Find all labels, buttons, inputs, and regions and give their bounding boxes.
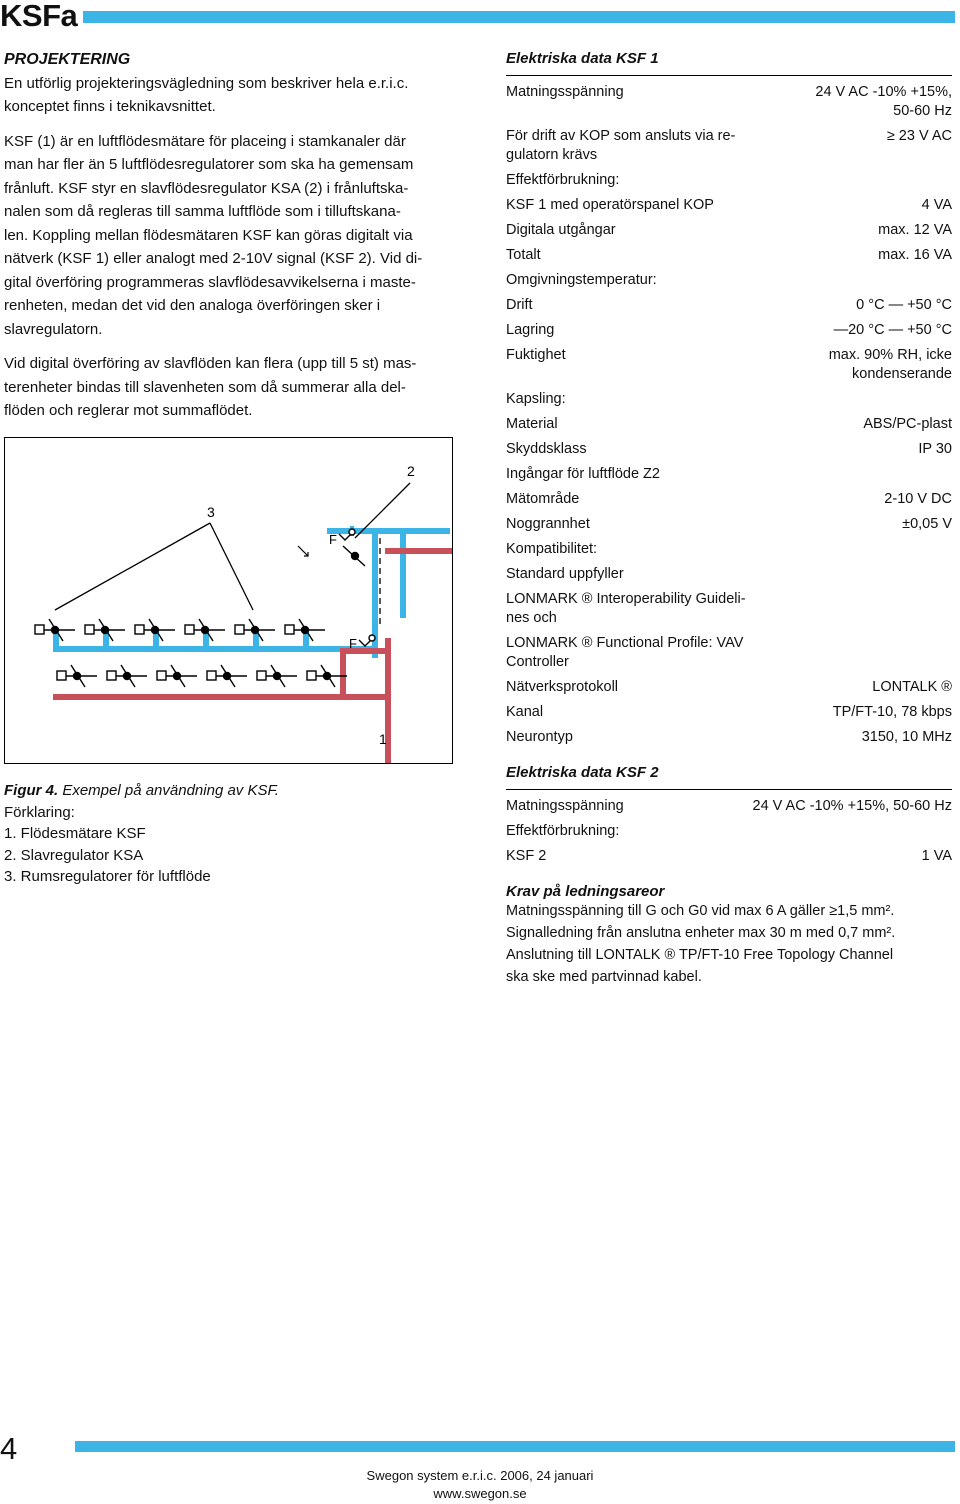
footer-bar (75, 1441, 955, 1452)
spec-row (506, 80, 952, 124)
spec-label: Totalt (506, 246, 541, 263)
spec-label: Nätverksprotokoll (506, 678, 619, 695)
spec-value: max. 16 VA (878, 246, 952, 263)
ksf1-title: Elektriska data KSF 1 (506, 50, 659, 67)
blue-duct-down (400, 528, 406, 618)
slave-regulator (343, 546, 365, 566)
spec-row (506, 725, 952, 750)
red-pipe-long (53, 694, 386, 700)
footer-link[interactable]: www.swegon.se (433, 1486, 527, 1501)
caption-line: 1. Flödesmätare KSF (4, 825, 146, 842)
exhaust-regulator (157, 665, 197, 687)
spec-label: Drift (506, 296, 533, 313)
spec-value: 2-10 V DC (884, 490, 952, 507)
spec-value: max. 12 VA (878, 221, 952, 238)
ksf2-title: Elektriska data KSF 2 (506, 764, 659, 781)
spec-value: max. 90% RH, icke kondenserande (828, 346, 952, 382)
spec-value: ≥ 23 V AC (886, 127, 952, 144)
spec-value: IP 30 (918, 440, 952, 457)
spec-label: Fuktighet (506, 346, 566, 363)
red-duct-mid (340, 648, 390, 654)
control-line (210, 523, 253, 610)
page-number: 4 (0, 1431, 18, 1466)
spec-value: 3150, 10 MHz (861, 728, 952, 745)
spec-label: Kapsling: (506, 390, 566, 407)
text-line: renheten, medan det vid den analoga överföringen sker i (4, 297, 381, 314)
text-line: gital överföring programmeras slavflödesavvikelserna i maste- (4, 273, 416, 291)
figure-caption (4, 780, 279, 888)
paragraph (4, 130, 452, 342)
spec-label: Digitala utgångar (506, 221, 616, 238)
footer (0, 1467, 960, 1503)
text-line: Vid digital överföring av slavflöden kan flera (upp till 5 st) mas- (4, 355, 417, 372)
spec-value: TP/FT-10, 78 kbps (832, 703, 952, 720)
spec-row (506, 631, 952, 675)
text-line: slavregulatorn. (4, 320, 103, 338)
spec-value: ABS/PC-plast (863, 415, 952, 432)
regulators (35, 529, 375, 687)
spec-row (506, 293, 952, 318)
red-duct (53, 548, 452, 763)
control-line (55, 523, 210, 610)
spec-label: Lagring (506, 321, 555, 338)
paragraph (4, 352, 452, 423)
label-f-top: F (329, 532, 337, 547)
spec-row (506, 412, 952, 437)
spec-row (506, 387, 952, 412)
paragraph (4, 72, 452, 119)
exhaust-regulator (207, 665, 247, 687)
spec-label: För drift av KOP som ansluts via re- gulatorn krävs (506, 127, 736, 163)
spec-value: LONTALK ® (872, 678, 952, 695)
text-line: flöden och reglerar mot summaflödet. (4, 402, 253, 419)
spec-row (506, 794, 952, 819)
spec-row (506, 243, 952, 268)
text-line: nalen som då regleras till samma luftflöde som i tilluftskana- (4, 203, 401, 220)
spec-value: ±0,05 V (902, 515, 952, 532)
spec-value: 0 °C — +50 °C (856, 296, 952, 313)
blue-duct-branch (327, 528, 450, 534)
caption-line: Förklaring: (4, 803, 75, 821)
spec-label: Effektförbrukning: (506, 171, 620, 188)
label-f-bottom: F (349, 636, 357, 651)
spec-label: Skyddsklass (506, 440, 587, 457)
spec-value: 4 VA (921, 196, 952, 213)
ksf2-table (506, 794, 952, 869)
requirement-line: Signalledning från anslutna enheter max 30 m med 0,7 mm². (506, 925, 896, 941)
spec-value: 24 V AC -10% +15%, 50-60 Hz (815, 83, 952, 119)
text-line: KSF (1) är en luftflödesmätare för placeing i stamkanaler där (4, 132, 406, 150)
requirement-line: Anslutning till LONTALK ® TP/FT-10 Free Topology Channel (506, 947, 894, 963)
exhaust-regulator (57, 665, 97, 687)
label-one: 1 (379, 731, 387, 747)
spec-row (506, 587, 952, 631)
requirements-text (506, 900, 952, 988)
spec-label: Mätområde (506, 490, 580, 507)
spec-value: 24 V AC -10% +15%, 50-60 Hz (752, 797, 952, 814)
spec-label: LONMARK ® Interoperability Guideli- nes och (506, 590, 746, 626)
spec-label: Standard uppfyller (506, 565, 624, 582)
text-line: konceptet finns i teknikavsnittet. (4, 98, 216, 115)
exhaust-regulator (257, 665, 297, 687)
blue-pipe-long (53, 646, 376, 652)
spec-label: Ingångar för luftflöde Z2 (506, 465, 660, 482)
label-three: 3 (207, 504, 215, 520)
spec-label: LONMARK ® Functional Profile: VAV Controller (506, 634, 744, 670)
footer-line: Swegon system e.r.i.c. 2006, 24 januari (366, 1468, 594, 1483)
requirement-line: Matningsspänning till G och G0 vid max 6 A gäller ≥1,5 mm². (506, 903, 895, 919)
spec-label: Material (506, 415, 558, 432)
figure-frame (4, 437, 453, 764)
system-diagram (5, 438, 452, 763)
spec-row (506, 168, 952, 193)
caption-line: 2. Slavregulator KSA (4, 846, 144, 864)
spec-label: Noggrannhet (506, 515, 590, 532)
spec-label: Effektförbrukning: (506, 822, 620, 839)
ksf1-rule (506, 75, 952, 76)
right-column (506, 50, 952, 988)
text-line: terenheter bindas till slavenheten som då summerar alla del- (4, 378, 406, 396)
spec-label: Kanal (506, 703, 544, 720)
red-duct-top (385, 548, 452, 554)
header-bar (83, 11, 955, 23)
ksf2-rule (506, 789, 952, 790)
spec-row (506, 537, 952, 562)
spec-row (506, 487, 952, 512)
spec-row (506, 819, 952, 844)
label-two: 2 (407, 463, 415, 479)
text-line: frånluft. KSF styr en slavflödesregulator KSA (2) i frånluftska- (4, 179, 409, 197)
spec-row (506, 700, 952, 725)
text-line: En utförlig projekteringsvägledning som beskriver hela e.r.i.c. (4, 74, 409, 92)
document-title: KSFa (0, 0, 78, 33)
requirements-title: Krav på ledningsareor (506, 883, 665, 900)
spec-row (506, 193, 952, 218)
spec-label: Neurontyp (506, 728, 573, 745)
spec-label: Matningsspänning (506, 797, 624, 814)
spec-row (506, 124, 952, 168)
spec-row (506, 562, 952, 587)
spec-row (506, 318, 952, 343)
text-line: nätverk (KSF 1) eller analogt med 2-10V signal (KSF 2). Vid di- (4, 250, 423, 267)
requirement-line: ska ske med partvinnad kabel. (506, 969, 702, 985)
ksf1-table (506, 80, 952, 750)
section-title: PROJEKTERING (4, 51, 131, 68)
figure-text: Exempel på användning av KSF. (58, 782, 279, 799)
spec-value: 1 VA (921, 847, 952, 864)
spec-label: KSF 1 med operatörspanel KOP (506, 196, 714, 213)
text-line: man har fler än 5 luftflödesregulatorer som ska ha gemensam (4, 156, 414, 173)
spec-row (506, 268, 952, 293)
spec-label: Kompatibilitet: (506, 540, 598, 557)
spec-row (506, 462, 952, 487)
spec-value: —20 °C — +50 °C (833, 321, 952, 338)
spec-label: KSF 2 (506, 847, 547, 864)
spec-label: Omgivningstemperatur: (506, 271, 657, 288)
spec-row (506, 218, 952, 243)
spec-row (506, 844, 952, 869)
exhaust-regulator (107, 665, 147, 687)
spec-row (506, 343, 952, 387)
spec-row (506, 675, 952, 700)
left-column (4, 48, 452, 434)
spec-row (506, 512, 952, 537)
spec-label: Matningsspänning (506, 83, 624, 100)
caption-line: 3. Rumsregulatorer för luftflöde (4, 868, 211, 885)
figure-label: Figur 4. (4, 782, 59, 799)
text-line: len. Koppling mellan flödesmätaren KSF kan göras digitalt via (4, 226, 413, 244)
spec-row (506, 437, 952, 462)
red-pipe-bottom (340, 648, 346, 700)
airflow-arrow (298, 546, 308, 556)
